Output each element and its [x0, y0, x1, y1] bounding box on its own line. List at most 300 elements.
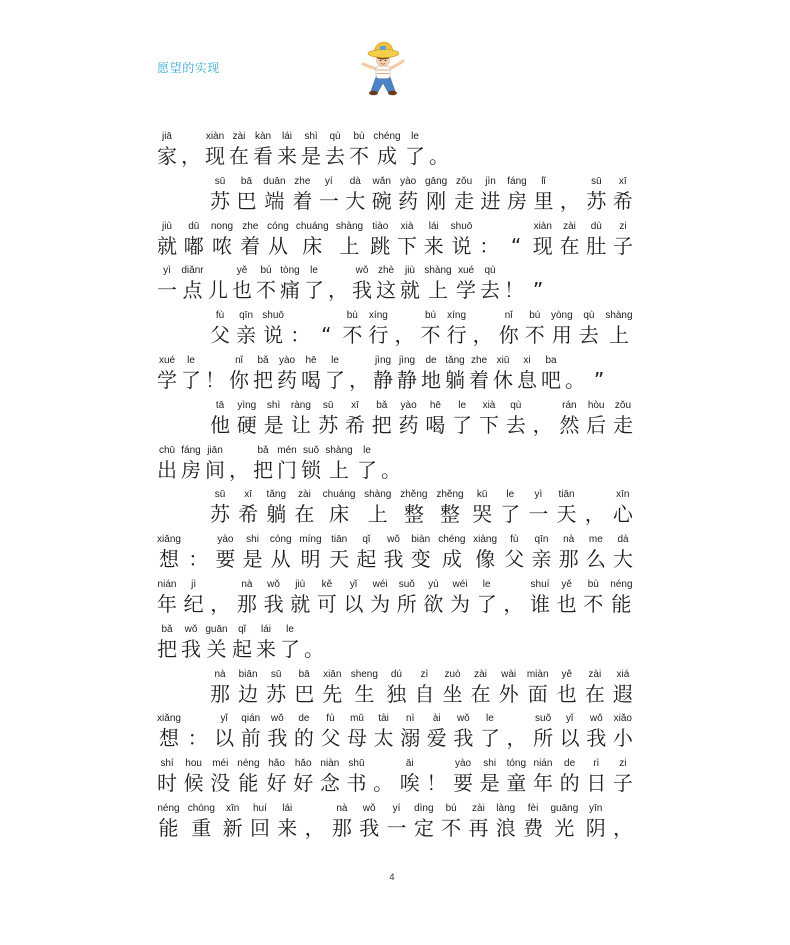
text-line — [157, 354, 633, 399]
pinyin-syllable: le — [286, 623, 294, 635]
hanzi-character: 点 — [182, 278, 203, 303]
pinyin-syllable: sū — [270, 668, 282, 680]
pinyin-syllable: xué — [457, 265, 475, 277]
hanzi-character: 从 — [268, 233, 288, 258]
hanzi-character: 为 — [370, 591, 391, 616]
hanzi-character: 定 — [413, 815, 434, 840]
hanzi-character: 就 — [290, 591, 311, 616]
pinyin-syllable: huí — [252, 802, 267, 814]
hanzi-character: 那 — [236, 591, 257, 616]
hanzi-character: 唉 — [399, 771, 420, 796]
pinyin-syllable: yào — [278, 354, 296, 366]
hanzi-character: ， — [584, 502, 605, 527]
pinyin-syllable — [507, 712, 527, 725]
pinyin-syllable: shàng — [364, 489, 392, 501]
pinyin-syllable: zi — [619, 220, 627, 232]
hanzi-character: 那 — [331, 815, 352, 840]
hanzi-character: “ — [321, 323, 332, 348]
pinyin-syllable: néng — [610, 578, 633, 590]
hanzi-character: 里 — [533, 188, 554, 213]
pinyin-syllable — [506, 220, 526, 233]
pinyin-syllable: biàn — [411, 534, 431, 546]
pinyin-syllable: sheng — [350, 668, 378, 680]
hanzi-character: 我 — [359, 815, 380, 840]
pinyin-syllable: shū — [348, 758, 365, 770]
pinyin-syllable: wǒ — [362, 802, 376, 814]
pinyin-syllable: le — [482, 578, 491, 590]
hanzi-character: 小 — [612, 726, 633, 751]
hanzi-character: 静 — [373, 367, 393, 392]
pinyin-syllable: nián — [157, 578, 177, 590]
pinyin-syllable: xiàn — [205, 131, 225, 142]
pinyin-syllable: xià — [400, 220, 414, 232]
pinyin-syllable: sū — [214, 175, 226, 187]
hanzi-character: 儿 — [208, 278, 228, 303]
hanzi-character: 要 — [453, 771, 474, 796]
hanzi-character: 一 — [386, 815, 407, 840]
hanzi-character: 现 — [532, 233, 553, 258]
pinyin-syllable: hē — [305, 354, 317, 366]
hanzi-character: 这 — [376, 278, 396, 303]
hanzi-character: 明 — [300, 547, 321, 572]
pinyin-syllable: nián — [533, 758, 553, 770]
pinyin-syllable: zǒu — [456, 175, 473, 187]
hanzi-character: 是 — [301, 144, 321, 168]
hanzi-character: 上 — [329, 457, 349, 482]
pinyin-syllable: wéi — [452, 578, 468, 590]
pinyin-syllable — [328, 264, 348, 277]
story-text — [157, 130, 633, 847]
pinyin-syllable: yào — [400, 175, 417, 187]
hanzi-character: 了 — [452, 412, 473, 437]
hanzi-character: 新 — [222, 815, 243, 840]
hanzi-character: 前 — [240, 726, 261, 751]
pinyin-syllable — [349, 354, 369, 367]
pinyin-syllable: āi — [405, 758, 414, 770]
hanzi-character: 整 — [439, 502, 460, 527]
pinyin-syllable: yìng — [237, 399, 257, 411]
pinyin-syllable: jiù — [404, 265, 415, 277]
boy-illustration — [356, 40, 410, 102]
hanzi-character: ， — [506, 726, 527, 751]
pinyin-syllable: lái — [428, 220, 439, 232]
hanzi-character: ， — [210, 591, 231, 616]
hanzi-character: 哝 — [212, 233, 232, 258]
hanzi-character: 能 — [611, 591, 632, 616]
hanzi-character: 苏 — [210, 188, 230, 213]
pinyin-syllable: bǎ — [376, 399, 388, 411]
hanzi-character: 去 — [480, 278, 500, 303]
text-line — [157, 175, 633, 220]
pinyin-syllable: yí — [324, 175, 333, 187]
hanzi-character: 坐 — [442, 681, 463, 706]
hanzi-character: 大 — [345, 188, 366, 213]
hanzi-character: 躺 — [266, 502, 287, 527]
pinyin-syllable: suǒ — [398, 578, 415, 590]
pinyin-syllable: suǒ — [302, 444, 320, 456]
pinyin-syllable: tóng — [506, 758, 527, 770]
hanzi-character: 着 — [292, 188, 313, 213]
pinyin-syllable: nà — [241, 578, 253, 590]
hanzi-character: 间 — [205, 457, 225, 482]
hanzi-row — [157, 548, 633, 570]
hanzi-row — [157, 279, 633, 301]
hanzi-row — [157, 727, 633, 749]
hanzi-character: 着 — [240, 233, 261, 258]
pinyin-syllable: zài — [588, 668, 602, 680]
hanzi-row — [210, 503, 633, 525]
pinyin-syllable: qù — [583, 310, 595, 322]
hanzi-character: ” — [593, 367, 605, 392]
shirt — [376, 66, 390, 79]
hanzi-character: 。 — [304, 636, 324, 661]
pinyin-syllable: xiū — [496, 354, 510, 366]
pinyin-syllable: le — [187, 354, 195, 366]
pinyin-syllable: bā — [298, 668, 310, 680]
hanzi-character: 巴 — [294, 681, 315, 706]
pinyin-syllable: jiù — [161, 220, 172, 232]
pinyin-syllable: biān — [238, 668, 258, 680]
pinyin-syllable: qù — [329, 131, 341, 142]
pinyin-syllable: yí — [392, 802, 401, 814]
hanzi-character: 父 — [320, 726, 341, 751]
hanzi-character: 阴 — [585, 815, 606, 840]
hanzi-row — [157, 638, 633, 660]
hanzi-character: 你 — [229, 367, 249, 392]
hanzi-character: 现 — [205, 144, 225, 168]
pinyin-syllable: kàn — [254, 131, 272, 142]
hanzi-character: 回 — [249, 815, 270, 840]
text-line — [157, 623, 633, 668]
pinyin-syllable: shàng — [605, 310, 633, 322]
hanzi-character: 药 — [398, 412, 419, 437]
pinyin-syllable: xi — [523, 354, 531, 366]
hanzi-character: 说 — [263, 323, 284, 348]
hanzi-character: 以 — [343, 591, 364, 616]
hanzi-character: 用 — [551, 323, 572, 348]
text-line — [157, 399, 633, 444]
hanzi-character: 亲 — [531, 547, 552, 572]
hanzi-character: 我 — [181, 636, 201, 661]
hanzi-character: 面 — [527, 681, 548, 706]
hanzi-character: 跳 — [370, 233, 391, 258]
hanzi-character: 童 — [506, 771, 527, 796]
pinyin-syllable: jiān — [207, 444, 223, 456]
pinyin-syllable: shàng — [335, 220, 364, 232]
pinyin-syllable: bù — [353, 131, 365, 142]
pinyin-syllable: ba — [545, 354, 557, 366]
hanzi-character: 边 — [238, 681, 259, 706]
hanzi-character: 床 — [302, 233, 323, 258]
pinyin-syllable — [503, 578, 523, 591]
hanzi-character: 然 — [559, 412, 580, 437]
hanzi-character: 是 — [242, 547, 263, 572]
pinyin-syllable: zhěng — [400, 489, 428, 501]
hanzi-character: 就 — [400, 278, 420, 303]
hanzi-character: 想 — [159, 547, 179, 572]
hanzi-character: 床 — [329, 502, 350, 527]
hanzi-character: 是 — [479, 771, 500, 796]
hanzi-character: 来 — [277, 815, 298, 840]
hanzi-character: 来 — [277, 144, 297, 168]
pinyin-syllable: gāng — [425, 175, 448, 187]
hanzi-character: 不 — [524, 323, 545, 348]
pinyin-syllable: bù — [587, 578, 599, 590]
hanzi-character: 的 — [293, 726, 314, 751]
pinyin-syllable: bù — [346, 310, 358, 322]
pinyin-syllable: chū — [158, 444, 176, 456]
hanzi-character: ： — [479, 233, 500, 258]
pinyin-syllable: fáng — [181, 444, 201, 456]
pinyin-syllable: le — [363, 444, 371, 456]
pinyin-syllable: yù — [428, 578, 439, 590]
hanzi-character: 行 — [446, 323, 467, 348]
pinyin-syllable: yì — [534, 489, 543, 501]
hanzi-character: 母 — [347, 726, 368, 751]
pinyin-syllable: nǐ — [235, 354, 243, 366]
pinyin-row — [157, 220, 633, 233]
pinyin-syllable: shuí — [530, 578, 550, 590]
hanzi-row — [210, 324, 633, 346]
pinyin-syllable — [504, 264, 524, 277]
pinyin-syllable: wǒ — [267, 578, 280, 590]
hanzi-character: ， — [229, 457, 249, 482]
hanzi-character: 能 — [158, 815, 179, 840]
hanzi-character: 想 — [159, 726, 179, 751]
pinyin-row — [210, 175, 633, 188]
hanzi-character: 书 — [346, 771, 367, 796]
pinyin-syllable: néng — [157, 802, 180, 814]
hanzi-character: 了 — [325, 367, 345, 392]
pinyin-syllable: le — [506, 489, 515, 501]
hanzi-character: 就 — [157, 233, 177, 258]
hanzi-character: 不 — [256, 278, 276, 303]
pinyin-syllable: tǎng — [266, 489, 287, 501]
hanzi-character: 一 — [528, 502, 549, 527]
pinyin-syllable: zài — [472, 802, 485, 814]
hanzi-character: 我 — [263, 591, 284, 616]
pinyin-row — [157, 130, 633, 143]
pinyin-syllable: shàng — [325, 444, 353, 456]
hanzi-row — [157, 235, 633, 257]
hanzi-character: 把 — [371, 412, 392, 437]
hanzi-character: ” — [532, 278, 544, 303]
pinyin-syllable: yě — [561, 668, 573, 680]
hanzi-character: ！ — [205, 367, 225, 392]
pinyin-syllable: bú — [529, 310, 541, 322]
hanzi-character: 可 — [316, 591, 337, 616]
hanzi-character: 房 — [181, 457, 201, 482]
pinyin-syllable: bù — [424, 310, 437, 322]
pinyin-syllable: xíng — [368, 310, 388, 322]
pinyin-syllable: xiàng — [473, 534, 498, 546]
hanzi-character: 行 — [368, 323, 389, 348]
pinyin-syllable: nǐ — [504, 310, 513, 322]
hanzi-character: 走 — [454, 188, 475, 213]
pinyin-syllable: wǎn — [372, 175, 391, 187]
hanzi-character: 父 — [504, 547, 525, 572]
pinyin-syllable: de — [564, 758, 576, 770]
hanzi-character: 年 — [532, 771, 553, 796]
pinyin-syllable: zǒu — [614, 399, 632, 411]
pinyin-syllable: xíng — [447, 310, 467, 322]
hanzi-character: 静 — [397, 367, 417, 392]
hanzi-character: 天 — [556, 502, 577, 527]
book-title-header: 愿望的实现 — [157, 61, 221, 75]
hanzi-character: 把 — [253, 457, 273, 482]
text-line — [157, 578, 633, 623]
hanzi-row — [157, 145, 633, 167]
pinyin-syllable: tiān — [558, 489, 575, 501]
hanzi-character: 不 — [342, 323, 363, 348]
hanzi-character: 好 — [293, 771, 314, 796]
hanzi-character: 药 — [277, 367, 297, 392]
pinyin-syllable: tiào — [372, 220, 389, 232]
pinyin-row — [157, 444, 633, 457]
hanzi-character: 念 — [319, 771, 340, 796]
hanzi-character: 家 — [157, 144, 177, 168]
hanzi-character: 去 — [325, 144, 345, 168]
hanzi-character: 欲 — [423, 591, 444, 616]
pinyin-syllable — [589, 354, 609, 367]
pinyin-syllable — [188, 533, 208, 546]
pinyin-syllable — [373, 757, 393, 770]
hanzi-character: 那 — [558, 547, 579, 572]
pinyin-syllable: lǐ — [541, 175, 546, 187]
pinyin-syllable: xī — [618, 175, 627, 187]
hanzi-character: 爱 — [426, 726, 447, 751]
pinyin-syllable — [473, 309, 493, 322]
hanzi-character: 苏 — [266, 681, 287, 706]
hanzi-character: 来 — [256, 636, 276, 661]
hanzi-character: 学 — [456, 278, 476, 303]
hanzi-character: 不 — [583, 591, 604, 616]
hanzi-character: 独 — [386, 681, 407, 706]
pinyin-syllable — [181, 130, 201, 143]
hanzi-character: ， — [472, 323, 493, 348]
pinyin-syllable: fèi — [527, 802, 539, 814]
text-line — [157, 444, 633, 489]
hanzi-character: 希 — [612, 188, 633, 213]
pinyin-syllable: le — [411, 131, 419, 142]
hanzi-character: 出 — [157, 457, 177, 482]
pinyin-syllable: fù — [215, 310, 225, 322]
hanzi-character: 我 — [352, 278, 372, 303]
hanzi-character: 大 — [613, 547, 633, 572]
hanzi-character: 成 — [441, 547, 462, 572]
hanzi-character: ： — [188, 547, 209, 572]
pinyin-syllable: me — [588, 534, 603, 546]
hanzi-character: 。 — [381, 457, 401, 482]
pinyin-syllable: xué — [158, 354, 176, 366]
pinyin-syllable: dú — [390, 668, 402, 680]
pinyin-syllable: míng — [299, 534, 322, 546]
pinyin-syllable: qīn — [239, 310, 254, 322]
pinyin-syllable: xià — [482, 399, 496, 411]
hanzi-character: 再 — [468, 815, 489, 840]
pinyin-syllable: miàn — [526, 668, 549, 680]
pinyin-syllable: fù — [326, 713, 335, 725]
pinyin-syllable: jiā — [161, 131, 172, 142]
pinyin-syllable: zhè — [377, 265, 395, 277]
hanzi-character: 了 — [476, 591, 497, 616]
pinyin-syllable — [381, 444, 401, 457]
hanzi-character: 能 — [238, 771, 259, 796]
pinyin-syllable: wǒ — [270, 713, 284, 725]
hanzi-character: 一 — [157, 278, 177, 303]
hanzi-character: 后 — [586, 412, 607, 437]
hanzi-character: 看 — [253, 144, 273, 168]
hanzi-character: 起 — [232, 636, 252, 661]
hanzi-character: 嘟 — [183, 233, 204, 258]
hanzi-character: 走 — [612, 412, 633, 437]
hanzi-character: 太 — [373, 726, 394, 751]
hanzi-character: 不 — [420, 323, 441, 348]
shoes — [369, 91, 397, 96]
pinyin-syllable: tiān — [331, 534, 348, 546]
hanzi-character: 希 — [238, 502, 259, 527]
pinyin-row — [157, 533, 633, 546]
pinyin-row — [157, 712, 633, 725]
pinyin-syllable: xiǎng — [157, 713, 181, 725]
pinyin-syllable: duān — [263, 175, 286, 187]
hanzi-character: 了 — [304, 278, 324, 303]
pinyin-syllable: tā — [215, 399, 225, 411]
text-line — [157, 220, 633, 265]
pinyin-syllable: shuō — [450, 220, 473, 232]
pinyin-syllable: zài — [563, 220, 576, 232]
pinyin-syllable: de — [425, 354, 437, 366]
hanzi-character: 我 — [453, 726, 474, 751]
hanzi-character: 谁 — [529, 591, 550, 616]
hanzi-character: 在 — [559, 233, 580, 258]
pinyin-syllable: qǐ — [362, 534, 371, 546]
pinyin-syllable: qīn — [534, 534, 549, 546]
pinyin-syllable: xiá — [616, 668, 630, 680]
pinyin-syllable: le — [458, 399, 467, 411]
hanzi-character: 希 — [344, 412, 365, 437]
pinyin-syllable: xīn — [616, 489, 630, 501]
hanzi-character: 肚 — [586, 233, 607, 258]
hanzi-character: 在 — [470, 681, 491, 706]
hanzi-character: 碗 — [371, 188, 392, 213]
hanzi-character: 躺 — [445, 367, 465, 392]
pinyin-syllable: wǒ — [184, 623, 198, 635]
hanzi-character: 为 — [450, 591, 471, 616]
hanzi-character: “ — [510, 233, 522, 258]
pinyin-syllable: zhěng — [436, 489, 464, 501]
pinyin-syllable: shuō — [262, 310, 284, 322]
pinyin-syllable: fáng — [507, 175, 527, 187]
pinyin-syllable: jìng — [398, 354, 416, 366]
hanzi-character: 房 — [506, 188, 527, 213]
pinyin-syllable: chéng — [373, 131, 401, 142]
pinyin-row — [157, 757, 633, 770]
hanzi-character: 吧 — [541, 367, 561, 392]
pinyin-syllable: zài — [232, 131, 246, 142]
pinyin-syllable: yǐ — [220, 713, 228, 725]
hanzi-character: 重 — [191, 815, 212, 840]
hanzi-character: 外 — [498, 681, 519, 706]
pinyin-syllable: cóng — [267, 220, 289, 232]
hanzi-character: 亲 — [236, 323, 257, 348]
pinyin-syllable: dù — [590, 220, 602, 232]
hanzi-character: 来 — [423, 233, 444, 258]
hanzi-row — [157, 369, 633, 391]
pinyin-syllable: nì — [406, 713, 415, 725]
pinyin-syllable — [528, 264, 548, 277]
hanzi-character: 下 — [397, 233, 417, 258]
